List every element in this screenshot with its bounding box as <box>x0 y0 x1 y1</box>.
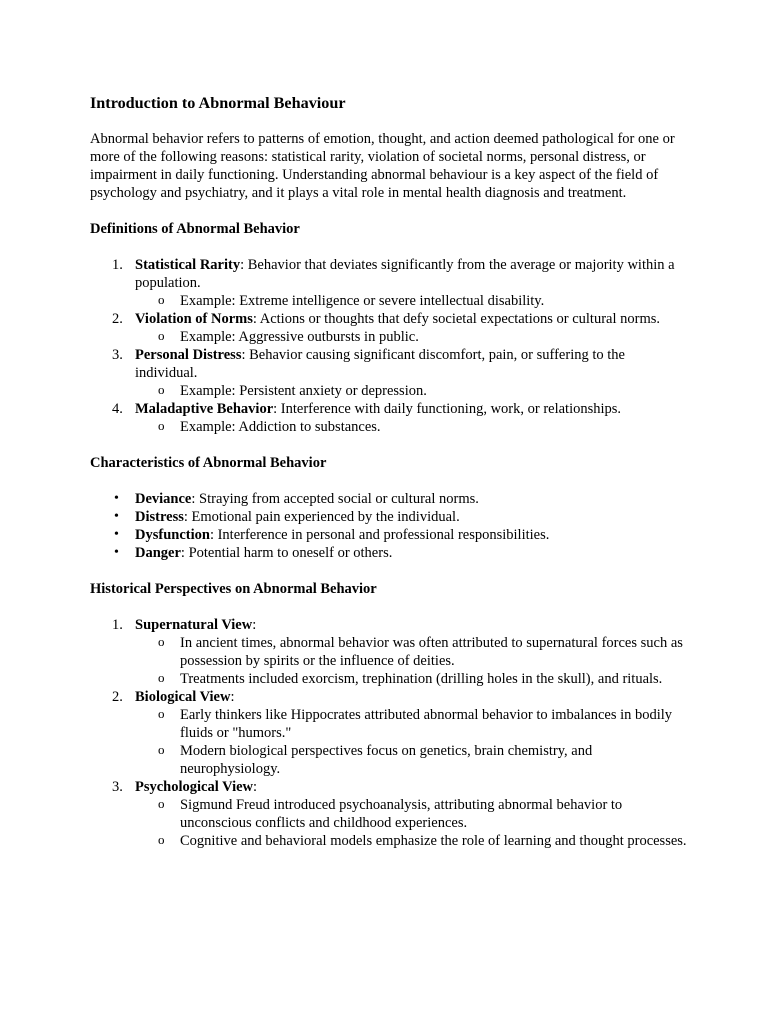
definition-term: Maladaptive Behavior <box>135 401 274 417</box>
example-text: Example: Extreme intelligence or severe intellectual disability. <box>180 293 545 309</box>
characteristic-item <box>90 544 690 562</box>
characteristic-term: Dysfunction <box>135 527 210 543</box>
list-number: 3. <box>112 779 123 795</box>
characteristic-term: Distress <box>135 509 184 525</box>
detail-text: Early thinkers like Hippocrates attributed abnormal behavior to imbalances in bodily fluids or "humors." <box>180 707 673 741</box>
detail-item <box>90 634 690 670</box>
circle-bullet-icon: o <box>158 796 165 811</box>
characteristic-desc: : Interference in personal and professional responsibilities. <box>209 527 550 543</box>
definition-item <box>90 400 690 436</box>
example-item <box>90 418 690 436</box>
definition-desc: : Interference with daily functioning, work, or relationships. <box>273 401 622 417</box>
bullet-icon: • <box>114 545 119 560</box>
definitions-list <box>90 256 690 436</box>
circle-bullet-icon: o <box>158 292 165 307</box>
bullet-icon: • <box>114 491 119 506</box>
detail-text: In ancient times, abnormal behavior was often attributed to supernatural forces such as possession by spirits or the influence of deities. <box>180 635 683 669</box>
circle-bullet-icon: o <box>158 328 165 343</box>
historical-heading: Historical Perspectives on Abnormal Behavior <box>90 581 377 597</box>
circle-bullet-icon: o <box>158 742 165 757</box>
detail-text: Treatments included exorcism, trephination (drilling holes in the skull), and rituals. <box>180 671 663 687</box>
list-number: 4. <box>112 401 123 417</box>
definition-term: Statistical Rarity <box>135 257 241 273</box>
example-text: Example: Addiction to substances. <box>180 419 381 435</box>
example-list <box>135 328 690 346</box>
historical-term: Psychological View <box>135 779 254 795</box>
characteristic-desc: : Potential harm to oneself or others. <box>180 545 393 561</box>
example-list <box>135 382 690 400</box>
circle-bullet-icon: o <box>158 418 165 433</box>
historical-item <box>90 688 690 778</box>
circle-bullet-icon: o <box>158 832 165 847</box>
detail-item <box>90 706 690 742</box>
characteristic-desc: : Straying from accepted social or cultural norms. <box>191 491 479 507</box>
detail-item <box>90 742 690 778</box>
detail-list <box>135 706 690 778</box>
historical-list <box>90 616 690 850</box>
bullet-icon: • <box>114 527 119 542</box>
definition-term: Violation of Norms <box>135 311 253 327</box>
definition-item <box>90 256 690 310</box>
characteristic-item <box>90 526 690 544</box>
historical-item <box>90 616 690 688</box>
definition-desc: : Behavior that deviates significantly from the average or majority within a population. <box>135 257 675 291</box>
list-number: 2. <box>112 311 123 327</box>
historical-desc: : <box>252 617 257 633</box>
definitions-heading: Definitions of Abnormal Behavior <box>90 221 300 237</box>
detail-text: Sigmund Freud introduced psychoanalysis, attributing abnormal behavior to unconscious conflicts and childhood experiences. <box>180 797 623 831</box>
characteristic-term: Deviance <box>135 491 192 507</box>
characteristics-list <box>90 490 690 562</box>
bullet-icon: • <box>114 509 119 524</box>
detail-item <box>90 832 690 850</box>
document-content <box>90 93 690 868</box>
circle-bullet-icon: o <box>158 382 165 397</box>
list-number: 1. <box>112 257 123 273</box>
historical-desc: : <box>230 689 235 705</box>
page-title: Introduction to Abnormal Behaviour <box>90 94 346 112</box>
example-list <box>135 418 690 436</box>
list-number: 2. <box>112 689 123 705</box>
example-item <box>90 382 690 400</box>
definition-item <box>90 310 690 346</box>
definition-item <box>90 346 690 400</box>
historical-item <box>90 778 690 850</box>
example-item <box>90 292 690 310</box>
list-number: 1. <box>112 617 123 633</box>
detail-list <box>135 796 690 850</box>
characteristic-item <box>90 508 690 526</box>
example-text: Example: Persistent anxiety or depression. <box>180 383 427 399</box>
detail-text: Modern biological perspectives focus on genetics, brain chemistry, and neurophysiology. <box>180 743 593 777</box>
detail-text: Cognitive and behavioral models emphasize the role of learning and thought processes. <box>180 833 687 849</box>
historical-desc: : <box>253 779 258 795</box>
circle-bullet-icon: o <box>158 634 165 649</box>
circle-bullet-icon: o <box>158 706 165 721</box>
circle-bullet-icon: o <box>158 670 165 685</box>
detail-list <box>135 634 690 688</box>
characteristic-term: Danger <box>135 545 181 561</box>
definition-desc: : Actions or thoughts that defy societal expectations or cultural norms. <box>252 311 660 327</box>
detail-item <box>90 796 690 832</box>
definition-desc: : Behavior causing significant discomfort, pain, or suffering to the individual. <box>135 347 625 381</box>
definition-term: Personal Distress <box>135 347 242 363</box>
characteristics-heading: Characteristics of Abnormal Behavior <box>90 455 327 471</box>
historical-term: Biological View <box>135 689 231 705</box>
historical-term: Supernatural View <box>135 617 253 633</box>
example-text: Example: Aggressive outbursts in public. <box>180 329 419 345</box>
characteristic-desc: : Emotional pain experienced by the individual. <box>183 509 460 525</box>
characteristic-item <box>90 490 690 508</box>
list-number: 3. <box>112 347 123 363</box>
detail-item <box>90 670 690 688</box>
intro-paragraph: Abnormal behavior refers to patterns of emotion, thought, and action deemed pathological for one or more of the following reasons: statistical rarity, violation of societal norms, personal distress, or impairment in daily functioning. Understanding abnormal behaviour is a key aspect of the field of psychology and psychiatry, and it plays a vital role in mental health diagnosis and treatment. <box>90 131 675 201</box>
example-list <box>135 292 690 310</box>
example-item <box>90 328 690 346</box>
